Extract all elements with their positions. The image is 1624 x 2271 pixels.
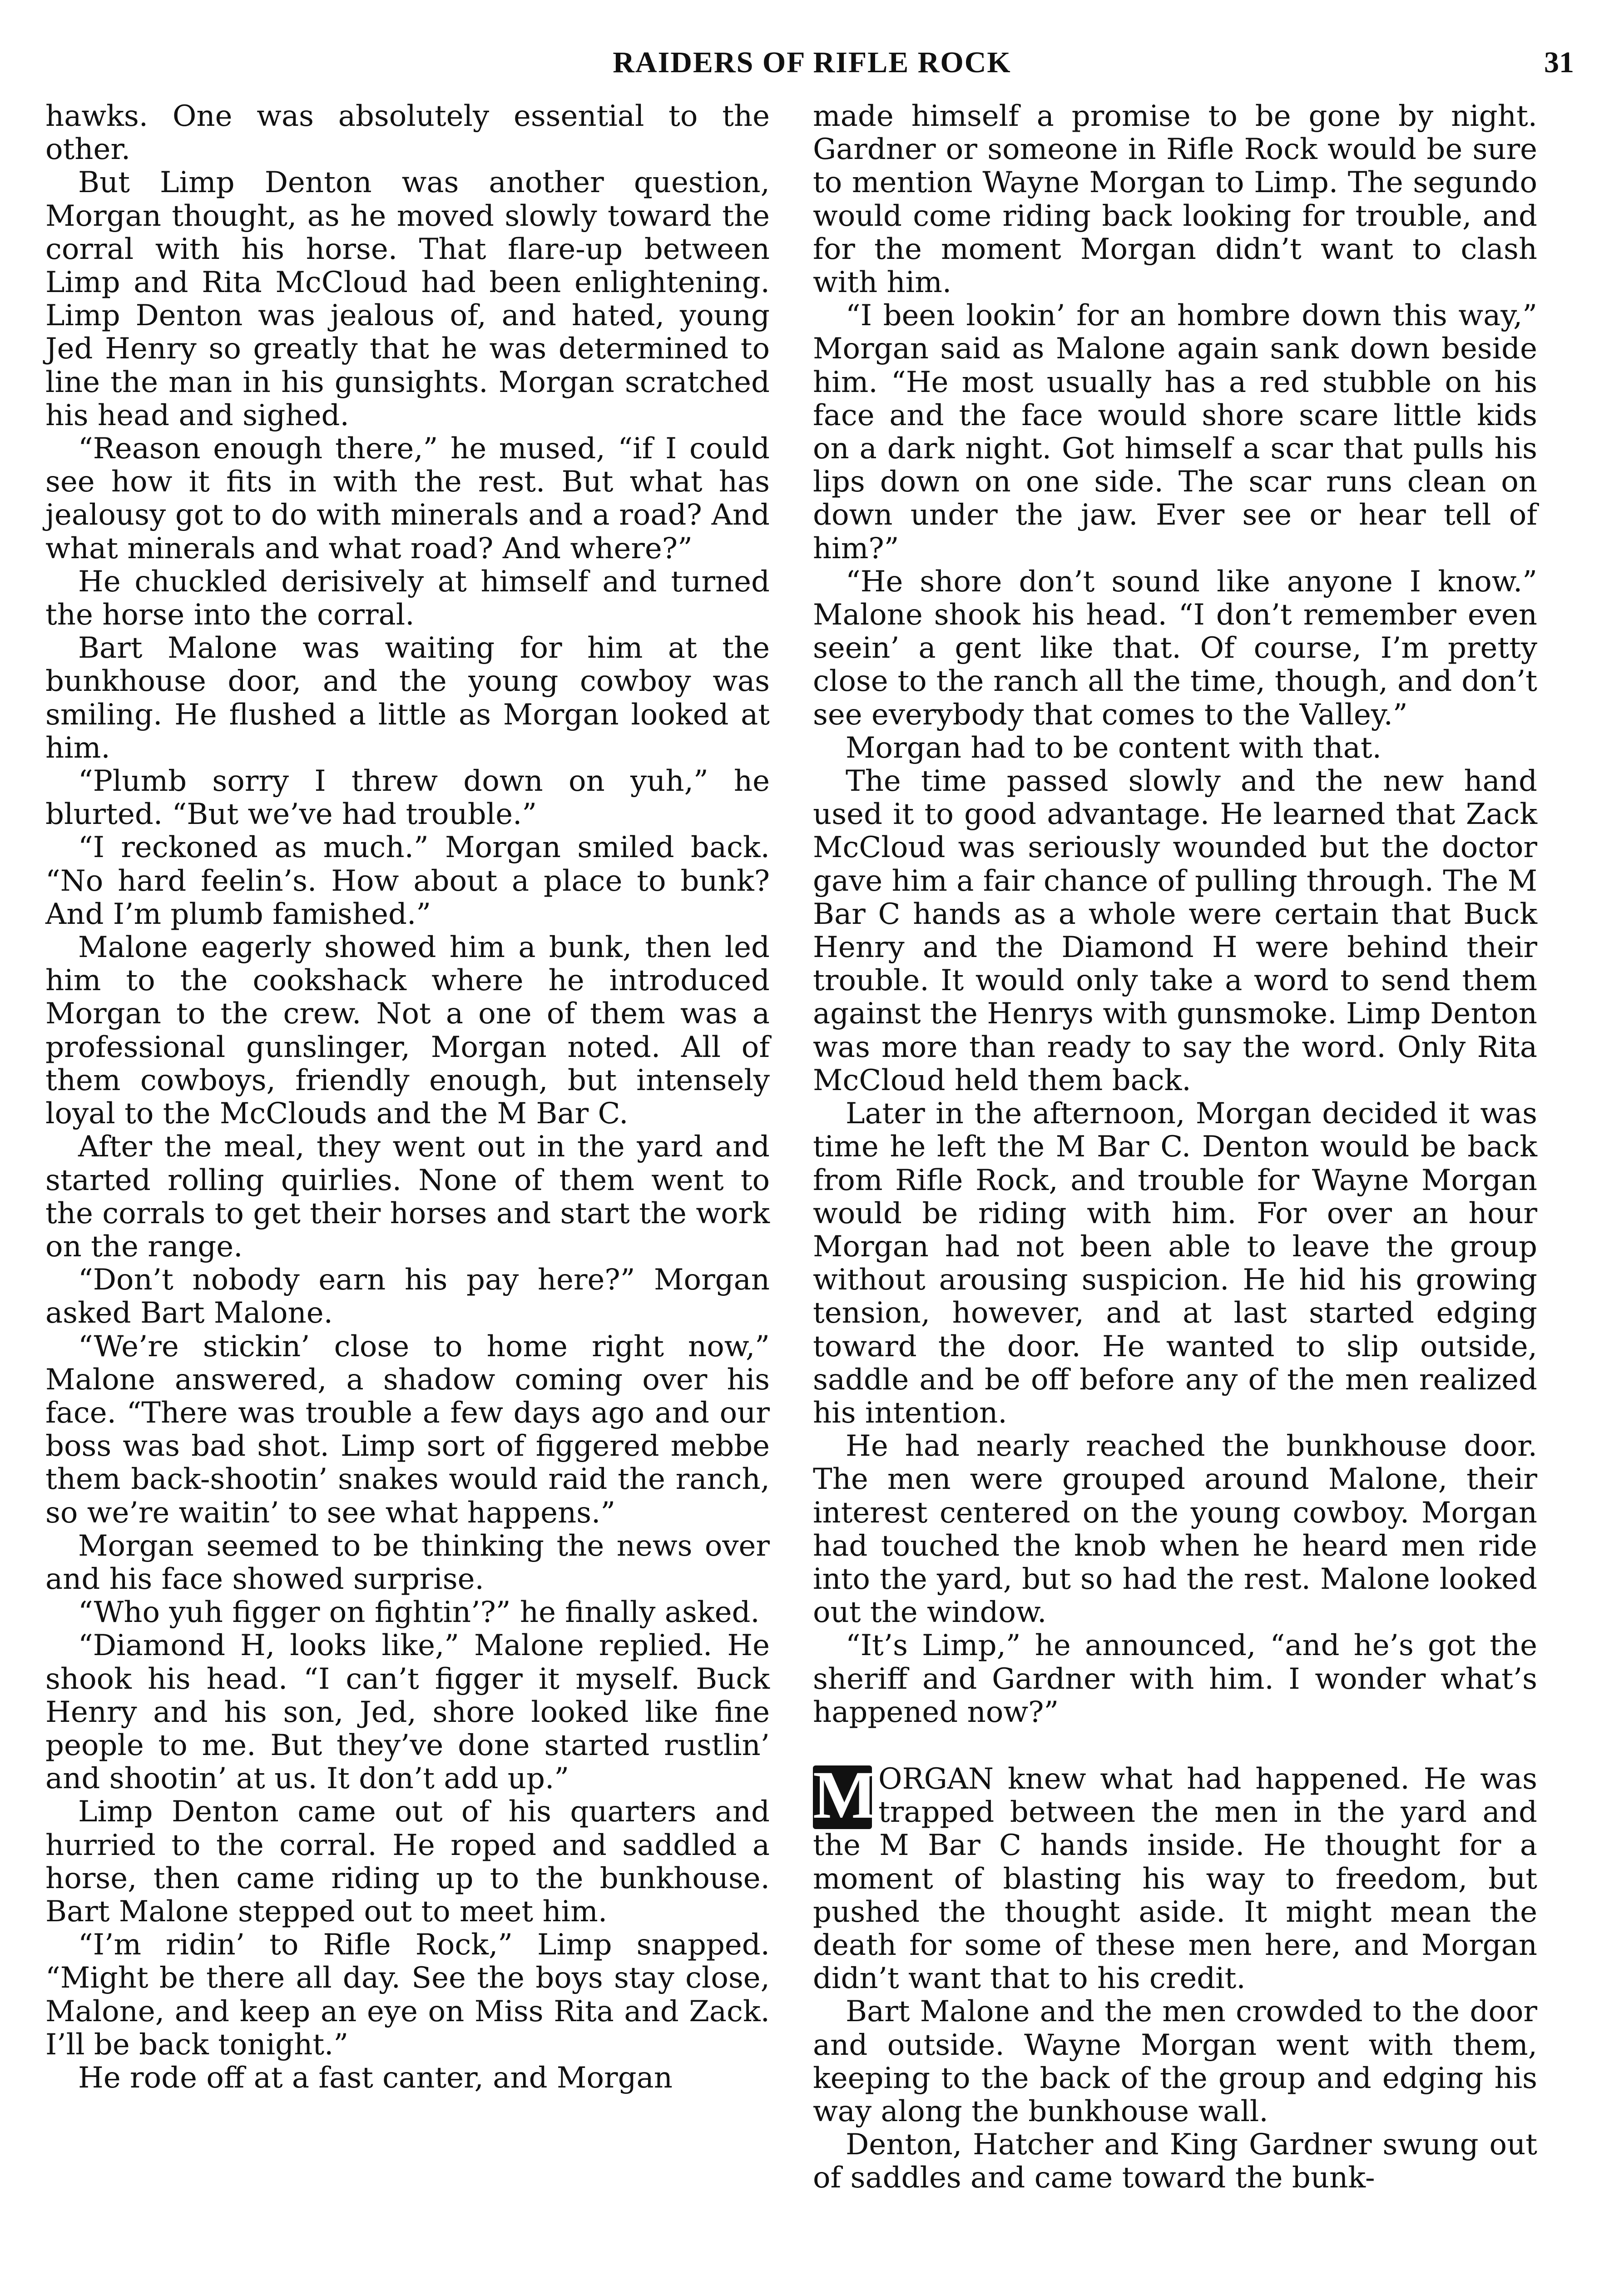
paragraph: He rode off at a fast canter, and Morgan — [78, 2061, 673, 2095]
paragraph: Morgan seemed to be thinking the news over and his face showed surprise. — [45, 1529, 770, 1596]
page-number: 31 — [1544, 46, 1574, 79]
paragraph: “I been lookin’ for an hombre down this way,” Morgan said as Malone again sank down beside him. “He most usually has a red stubble on his face and the face would shore scare little kids on a dark night. Got himself a scar that pulls his lips down on one side. The scar runs clean on down under the jaw. Ever see or hear tell of him?” — [813, 299, 1537, 565]
drop-cap-paragraph-text: ORGAN knew what had happened. He was trapped between the men in the yard and the M Bar C hands inside. He thought for a moment of blasting his way to freedom, but pushed the thought aside. It might mean the death for some of these men here, and Morgan didn’t want that to his credit. — [813, 1762, 1537, 1996]
paragraph: “Plumb sorry I threw down on yuh,” he blurted. “But we’ve had trouble.” — [45, 764, 770, 832]
paragraph: But Limp Denton was another question, Morgan thought, as he moved slowly toward the corral with his horse. That flare-up between Limp and Rita McCloud had been enlightening. Limp Denton was jealous of, and hated, young Jed Henry so greatly that he was determined to line the man in his gunsights. Morgan scratched his head and sighed. — [45, 166, 770, 432]
running-title: RAIDERS OF RIFLE ROCK — [613, 46, 1011, 79]
paragraph: Later in the afternoon, Morgan decided it was time he left the M Bar C. Denton would be back from Rifle Rock, and trouble for Wayne Morgan would be riding with him. For over an hour Morgan had not been able to leave the group without arousing suspicion. He hid his growing tension, however, and at last started edging toward the door. He wanted to slip outside, saddle and be off before any of the men realized his intention. — [813, 1097, 1537, 1430]
paragraph: “Who yuh figger on fightin’?” he finally asked. — [78, 1596, 760, 1630]
paragraph: “We’re stickin’ close to home right now,” Malone answered, a shadow coming over his face. “There was trouble a few days ago and our boss was bad shot. Limp sort of figgered mebbe them back-shootin’ snakes would raid the ranch, so we’re waitin’ to see what happens.” — [45, 1329, 770, 1530]
right-column — [813, 100, 1537, 2195]
paragraph: “He shore don’t sound like anyone I know.” Malone shook his head. “I don’t remember even seein’ a gent like that. Of course, I’m pretty close to the ranch all the time, though, and don’t see everybody that comes to the Valley.” — [813, 565, 1537, 732]
paragraph: “Reason enough there,” he mused, “if I could see how it fits in with the rest. But what has jealousy got to do with minerals and a road? And what minerals and what road? And where?” — [45, 432, 770, 565]
paragraph: “I’m ridin’ to Rifle Rock,” Limp snapped. “Might be there all day. See the boys stay close, Malone, and keep an eye on Miss Rita and Zack. I’ll be back tonight.” — [45, 1928, 770, 2062]
paragraph: He had nearly reached the bunkhouse door. The men were grouped around Malone, their interest centered on the young cowboy. Morgan had touched the knob when he heard men ride into the yard, but so had the rest. Malone looked out the window. — [813, 1429, 1537, 1630]
drop-cap-paragraph — [813, 1757, 1537, 1996]
paragraph: “I reckoned as much.” Morgan smiled back. “No hard feelin’s. How about a place to bunk? And I’m plumb famished.” — [45, 831, 770, 931]
paragraph: Malone eagerly showed him a bunk, then led him to the cookshack where he introduced Morgan to the crew. Not a one of them was a professional gunslinger, Morgan noted. All of them cowboys, friendly enough, but intensely loyal to the McClouds and the M Bar C. — [45, 931, 770, 1131]
drop-cap-letter: M — [813, 1757, 877, 1833]
paragraph: Bart Malone was waiting for him at the bunkhouse door, and the young cowboy was smiling. He flushed a little as Morgan looked at him. — [45, 631, 770, 765]
paragraph: The time passed slowly and the new hand used it to good advantage. He learned that Zack McCloud was seriously wounded but the doctor gave him a fair chance of pulling through. The M Bar C hands as a whole were certain that Buck Henry and the Diamond H were behind their trouble. It would only take a word to send them against the Henrys with gunsmoke. Limp Denton was more than ready to say the word. Only Rita McCloud held them back. — [813, 764, 1537, 1097]
paragraph: “It’s Limp,” he announced, “and he’s got the sheriff and Gardner with him. I wonder what’s happened now?” — [813, 1629, 1537, 1729]
paragraph: made himself a promise to be gone by night. Gardner or someone in Rifle Rock would be sure to mention Wayne Morgan to Limp. The segundo would come riding back looking for trouble, and for the moment Morgan didn’t want to clash with him. — [813, 99, 1537, 300]
paragraph: hawks. One was absolutely essential to the other. — [45, 99, 770, 167]
paragraph: Morgan had to be content with that. — [846, 731, 1381, 765]
paragraph: “Diamond H, looks like,” Malone replied. He shook his head. “I can’t figger it myself. Buck Henry and his son, Jed, shore looked like fine people to me. But they’ve done started rustlin’ and shootin’ at us. It don’t add up.” — [45, 1629, 770, 1796]
page-header — [45, 45, 1579, 95]
left-column — [45, 100, 770, 2095]
paragraph: Denton, Hatcher and King Gardner swung out of saddles and came toward the bunk- — [813, 2128, 1537, 2195]
paragraph: Bart Malone and the men crowded to the door and outside. Wayne Morgan went with them, keeping to the back of the group and edging his way along the bunkhouse wall. — [813, 1995, 1537, 2128]
paragraph: Limp Denton came out of his quarters and hurried to the corral. He roped and saddled a horse, then came riding up to the bunkhouse. Bart Malone stepped out to meet him. — [45, 1795, 770, 1929]
paragraph: He chuckled derisively at himself and turned the horse into the corral. — [45, 565, 770, 632]
paragraph: After the meal, they went out in the yard and started rolling quirlies. None of them went to the corrals to get their horses and start the work on the range. — [45, 1130, 770, 1264]
paragraph: “Don’t nobody earn his pay here?” Morgan asked Bart Malone. — [45, 1263, 770, 1330]
